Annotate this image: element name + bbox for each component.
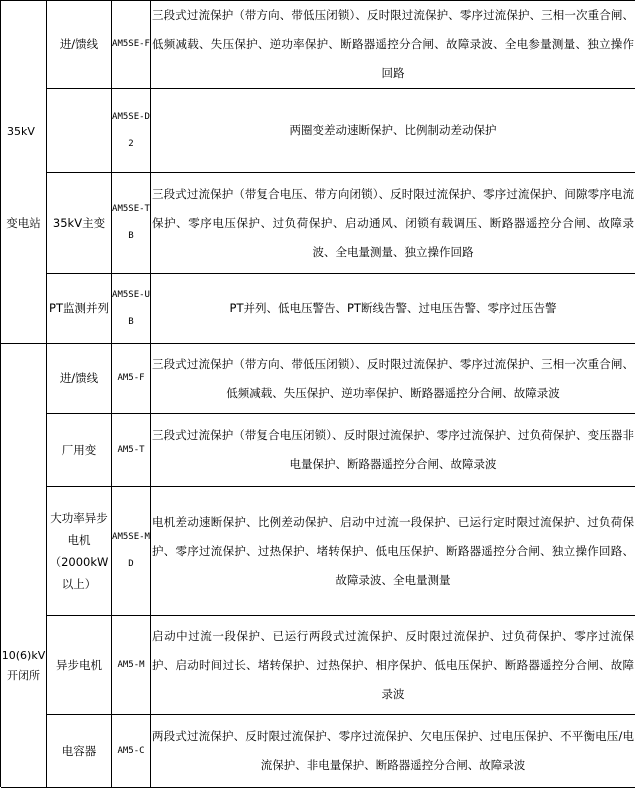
device-cell: 进/馈线 xyxy=(47,1,112,89)
function-text: PT并列、低电压警告、PT断线告警、过电压告警、零序过压告警 xyxy=(229,301,557,315)
device-cell: 进/馈线 xyxy=(47,344,112,414)
group-label-35kv: 35kV xyxy=(1,89,47,173)
function-cell xyxy=(151,89,635,173)
device-cell: 35kV主变 xyxy=(47,173,112,274)
function-cell xyxy=(151,344,635,414)
function-cell xyxy=(151,715,635,788)
group-cell-10kv xyxy=(1,487,47,616)
function-text: 三段式过流保护（带复合电压、带方向闭锁）、反时限过流保护、零序过流保护、间隙零序电流保护、零序电压保护、过负荷保护、启动通风、闭锁有载调压、断路器遥控分合闸、故障录波、全电量测量、独立操作回路 xyxy=(152,186,634,259)
model-cell xyxy=(112,173,151,274)
function-cell xyxy=(151,1,635,89)
model-code: AM5SE-D2 xyxy=(112,111,150,149)
device-cell: PT监测并列 xyxy=(47,274,112,344)
function-cell xyxy=(151,487,635,616)
group-label-10kv: 10(6)kV开闭所 xyxy=(1,616,47,715)
model-cell xyxy=(112,715,151,788)
function-cell xyxy=(151,616,635,715)
device-cell: 电容器 xyxy=(47,715,112,788)
device-text: 大功率异步电机（2000kW以上） xyxy=(49,511,109,591)
model-cell xyxy=(112,344,151,414)
group-cell-10kv-top xyxy=(1,344,47,414)
model-cell xyxy=(112,89,151,173)
model-code: AM5SE-F xyxy=(112,39,150,49)
group-cell-35kv-bottom xyxy=(1,274,47,344)
function-text: 两段式过流保护、反时限过流保护、零序过流保护、欠电压保护、过电压保护、不平衡电压/电流保护、非电量保护、断路器遥控分合闸、故障录波 xyxy=(152,729,634,772)
device-cell: 厂用变 xyxy=(47,414,112,487)
function-cell xyxy=(151,274,635,344)
model-cell xyxy=(112,274,151,344)
function-text: 三段式过流保护（带方向、带低压闭锁）、反时限过流保护、零序过流保护、三相一次重合闸、低频减载、失压保护、逆功率保护、断路器遥控分合闸、故障录波 xyxy=(152,356,634,400)
model-code: AM5-C xyxy=(117,745,145,756)
model-cell xyxy=(112,487,151,616)
model-cell xyxy=(112,1,151,89)
device-cell xyxy=(47,487,112,616)
model-code: AM5SE-MD xyxy=(112,532,150,569)
device-cell xyxy=(47,89,112,173)
function-text: 电机差动速断保护、比例差动保护、启动中过流一段保护、已运行定时限过流保护、过负荷保护、零序过流保护、过热保护、堵转保护、低电压保护、断路器遥控分合闸、独立操作回路、故障录波、全电量测量 xyxy=(152,514,634,587)
function-text: 三段式过流保护（带复合电压闭锁）、反时限过流保护、零序过流保护、过负荷保护、变压器非电量保护、断路器遥控分合闸、故障录波 xyxy=(152,428,634,471)
function-cell xyxy=(151,173,635,274)
model-code: AM5-F xyxy=(117,373,145,383)
model-cell xyxy=(112,414,151,487)
function-text: 两圈变差动速断保护、比例制动差动保护 xyxy=(289,123,497,137)
group-cell-10kv xyxy=(1,414,47,487)
model-code: AM5-T xyxy=(117,444,145,455)
group-label-substation: 变电站 xyxy=(1,173,47,274)
function-text: 启动中过流一段保护、已运行两段式过流保护、反时限过流保护、过负荷保护、零序过流保护、启动时间过长、堵转保护、过热保护、相序保护、低电压保护、断路器遥控分合闸、故障录波 xyxy=(152,628,634,701)
function-cell xyxy=(151,414,635,487)
group-cell-35kv-top xyxy=(1,1,47,89)
function-text: 三段式过流保护（带方向、带低压闭锁）、反时限过流保护、零序过流保护、三相一次重合闸、低频减载、失压保护、逆功率保护、断路器遥控分合闸、故障录波、全电参量测量、独立操作回路 xyxy=(152,8,634,80)
model-cell xyxy=(112,616,151,715)
device-cell: 异步电机 xyxy=(47,616,112,715)
model-code: AM5SE-UB xyxy=(112,289,150,327)
group-cell-10kv-bottom xyxy=(1,715,47,788)
model-code: AM5SE-TB xyxy=(112,204,150,241)
model-code: AM5-M xyxy=(117,659,145,670)
